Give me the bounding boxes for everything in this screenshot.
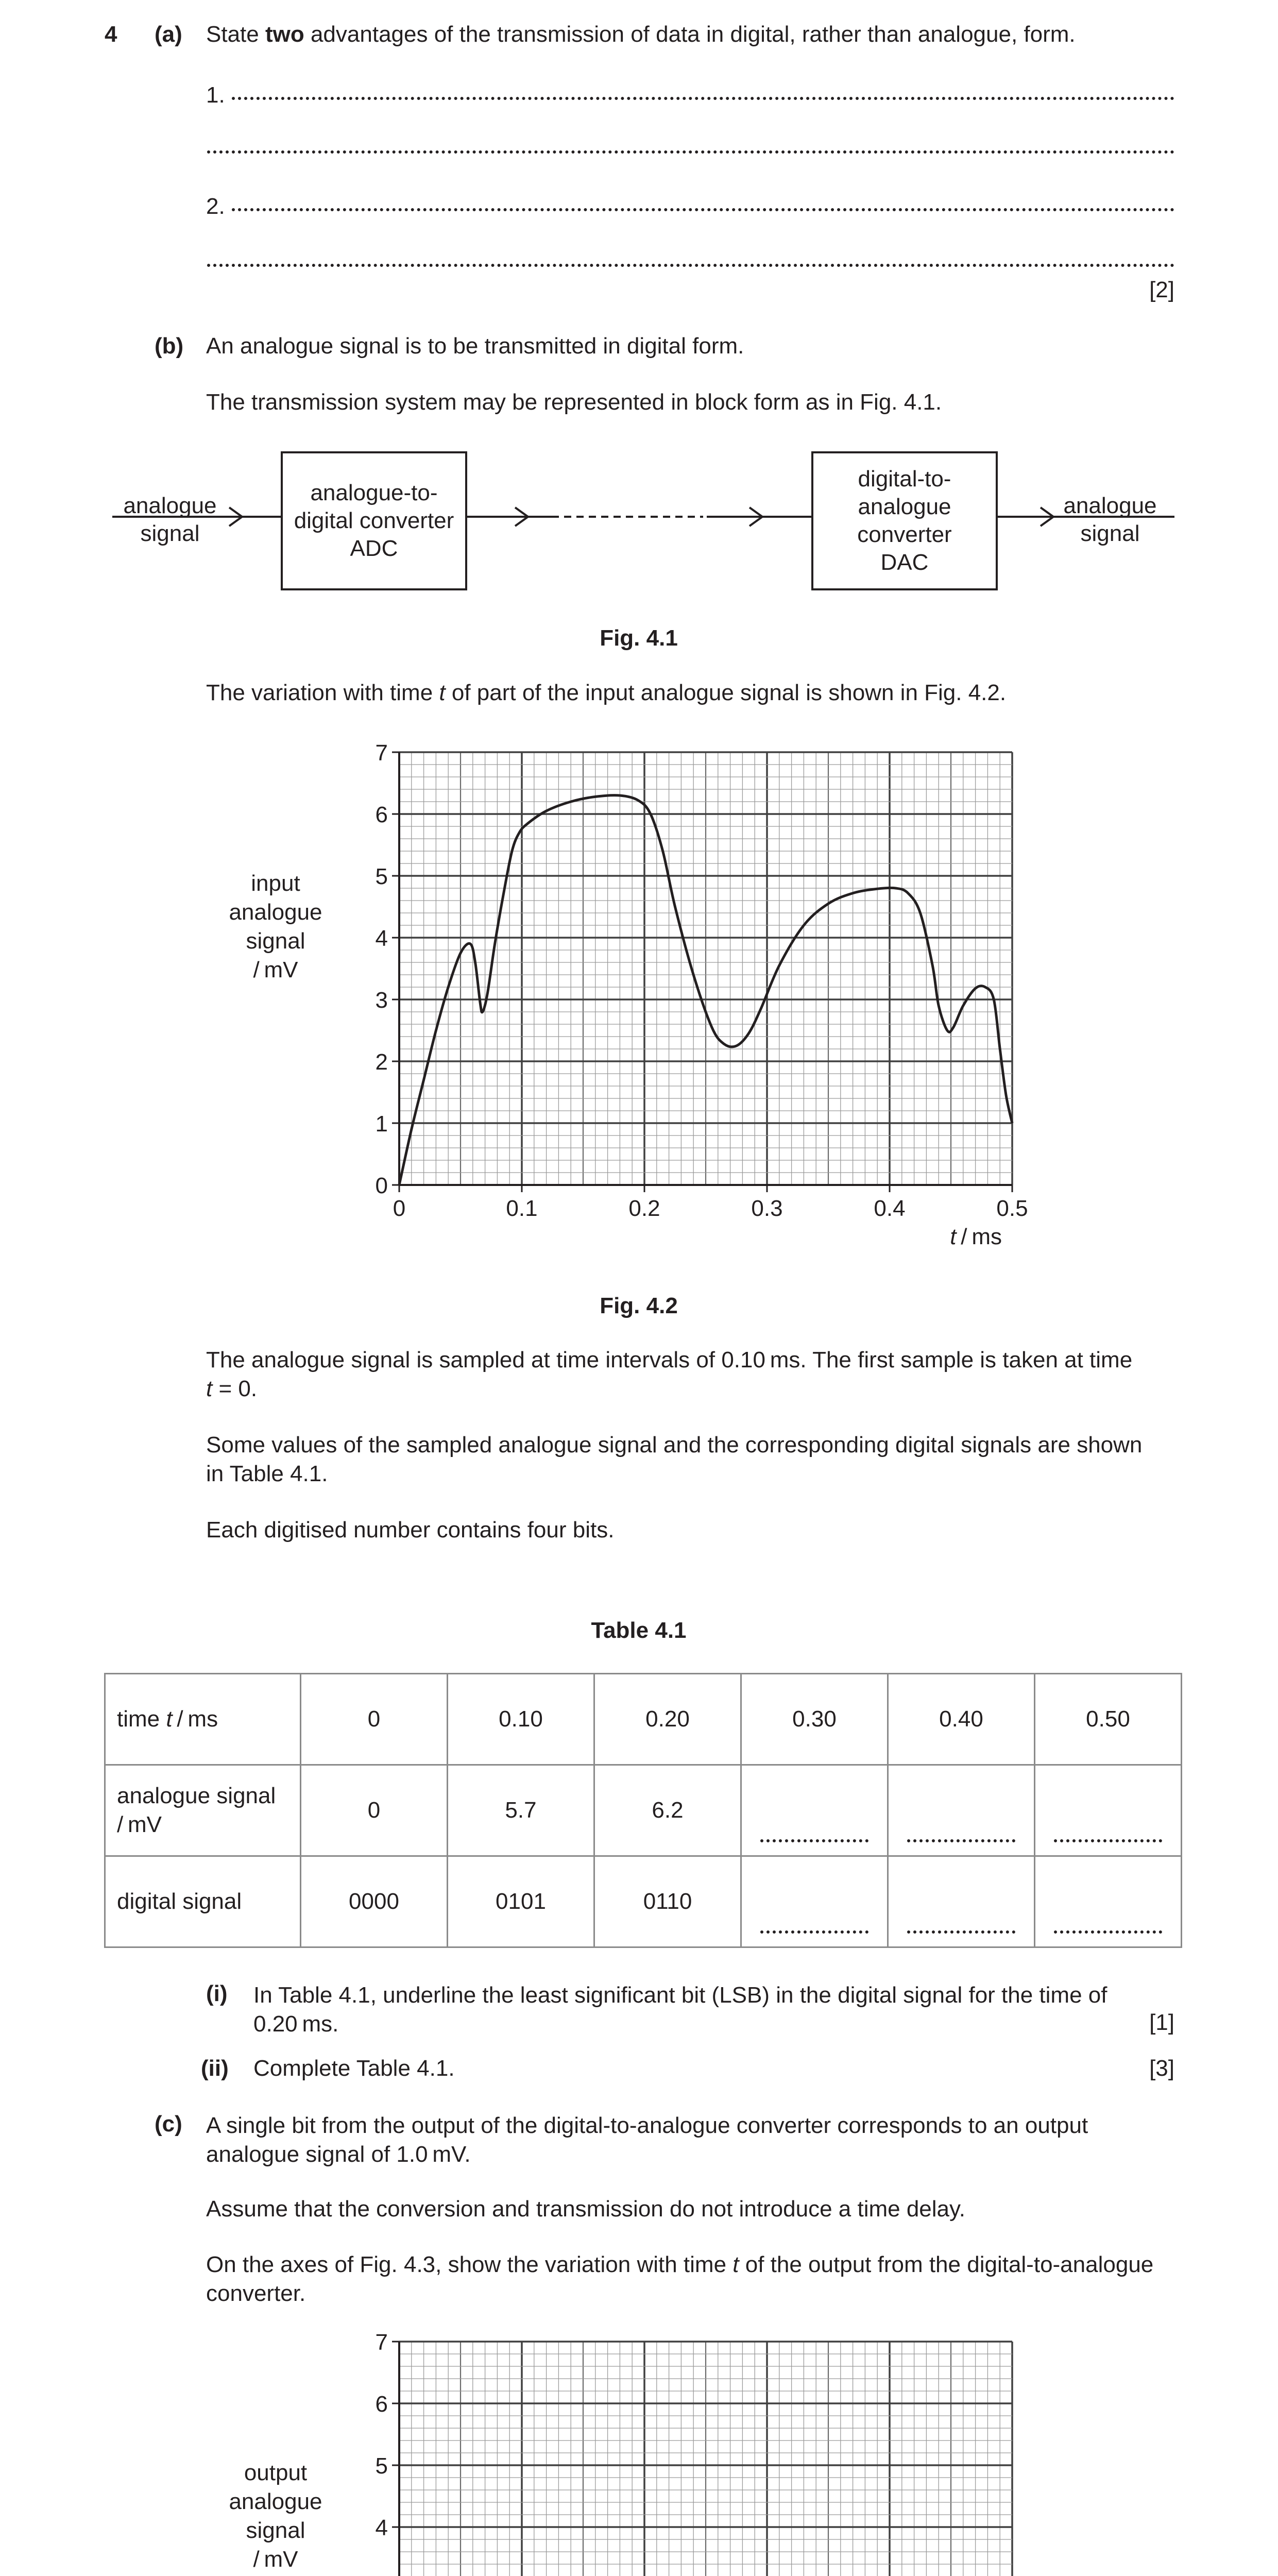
analogue-answer-cell[interactable] <box>1035 1765 1182 1856</box>
answer-line-1-number: 1. <box>206 82 227 108</box>
fig-4-1-caption: Fig. 4.1 <box>600 625 678 651</box>
fig43-y-label-line: / mV <box>253 2546 298 2572</box>
fig42-y-tick-label: 5 <box>375 864 388 889</box>
fig42-y-tick-label: 2 <box>375 1049 388 1075</box>
variation-text: The variation with time t of part of the input analogue signal is shown in Fig. 4.2. <box>206 680 1007 705</box>
table-4-1-caption: Table 4.1 <box>591 1618 687 1643</box>
analogue-answer-cell[interactable] <box>888 1765 1035 1856</box>
row-header-time: time t / ms <box>105 1674 301 1765</box>
fig42-y-axis-label <box>229 871 322 982</box>
part-b-i-marks: [1] <box>1149 2010 1174 2035</box>
fig43-y-tick-label: 5 <box>375 2453 388 2479</box>
fig43-y-axis-label <box>229 2460 322 2572</box>
fig-4-2-chart <box>227 737 1102 1247</box>
part-c-label: (c) <box>155 2111 182 2137</box>
time-cell: 0.20 <box>594 1674 741 1765</box>
answer-line-2[interactable] <box>206 194 1174 218</box>
fig42-x-tick-label: 0.3 <box>751 1196 783 1221</box>
table-row-analogue <box>105 1765 1182 1856</box>
fig42-y-label-line: analogue <box>229 899 322 925</box>
answer-line-2-number: 2. <box>206 194 227 219</box>
fig43-y-label-line: signal <box>246 2517 305 2543</box>
fig42-y-tick-label: 4 <box>375 926 388 951</box>
part-b-ii-label: (ii) <box>201 2056 229 2081</box>
fig42-y-tick-label: 7 <box>375 740 388 766</box>
part-b-ii-marks: [3] <box>1149 2056 1174 2081</box>
fig42-y-label-line: signal <box>246 928 305 954</box>
table-row-time <box>105 1674 1182 1765</box>
fig42-y-tick-label: 1 <box>375 1111 388 1137</box>
time-cell: 0.40 <box>888 1674 1035 1765</box>
question-number: 4 <box>105 22 117 47</box>
part-c-instruction: On the axes of Fig. 4.3, show the variation with time t of the output from the digital-to-analogue converter. <box>206 2252 1154 2306</box>
part-b-i-label: (i) <box>206 1981 228 2006</box>
answer-line-1[interactable] <box>206 82 1174 107</box>
sampled-text: The analogue signal is sampled at time intervals of 0.10 ms. The first sample is taken at time t = 0. <box>206 1347 1133 1401</box>
fig42-x-tick-label: 0.1 <box>506 1196 538 1221</box>
fig43-y-tick-label: 4 <box>375 2515 388 2540</box>
fig42-x-tick-label: 0.5 <box>996 1196 1028 1221</box>
fig42-x-tick-label: 0.4 <box>874 1196 906 1221</box>
fig43-grid <box>399 2342 1012 2576</box>
output-signal-label: analogue signal <box>1063 493 1157 546</box>
fig43-y-tick-label: 6 <box>375 2392 388 2417</box>
part-b-label: (b) <box>155 333 184 359</box>
fig42-y-label-line: input <box>251 870 300 896</box>
fig43-y-label-line: output <box>244 2460 308 2485</box>
part-a-label: (a) <box>155 22 182 47</box>
time-cell: 0 <box>301 1674 448 1765</box>
row-header-digital: digital signal <box>105 1856 301 1947</box>
part-c-assume: Assume that the conversion and transmission do not introduce a time delay. <box>206 2196 965 2222</box>
digital-answer-cell[interactable] <box>741 1856 888 1947</box>
time-cell: 0.30 <box>741 1674 888 1765</box>
digital-answer-cell[interactable] <box>1035 1856 1182 1947</box>
row-header-analogue: analogue signal / mV <box>105 1765 301 1856</box>
analogue-answer-cell[interactable] <box>741 1765 888 1856</box>
digital-cell: 0000 <box>301 1856 448 1947</box>
table-4-1 <box>104 1673 1182 1948</box>
part-b-intro2: The transmission system may be represented in block form as in Fig. 4.1. <box>206 389 942 415</box>
fig42-x-tick-label: 0.2 <box>628 1196 660 1221</box>
analogue-cell: 0 <box>301 1765 448 1856</box>
analogue-cell: 5.7 <box>448 1765 594 1856</box>
analogue-cell: 6.2 <box>594 1765 741 1856</box>
part-b-intro: An analogue signal is to be transmitted in digital form. <box>206 333 744 359</box>
four-bits-text: Each digitised number contains four bits. <box>206 1517 615 1543</box>
fig42-x-tick-label: 0 <box>393 1196 406 1221</box>
adc-block: analogue-to- digital converter ADC <box>281 451 467 590</box>
answer-line-2b[interactable] <box>207 253 1174 267</box>
fig42-y-label-line: / mV <box>253 957 298 982</box>
fig42-y-tick-label: 3 <box>375 988 388 1013</box>
fig42-y-tick-label: 6 <box>375 802 388 827</box>
fig42-x-axis-label: t / ms <box>950 1224 1002 1247</box>
digital-answer-cell[interactable] <box>888 1856 1035 1947</box>
input-signal-label: analogue signal <box>123 493 217 546</box>
part-b-ii-text: Complete Table 4.1. <box>253 2056 455 2081</box>
part-c-text: A single bit from the output of the digital-to-analogue converter corresponds to an output analogue signal of 1.0 mV. <box>206 2113 1088 2167</box>
table-row-digital <box>105 1856 1182 1947</box>
digital-cell: 0101 <box>448 1856 594 1947</box>
fig43-y-label-line: analogue <box>229 2488 322 2514</box>
dac-block: digital-to- analogue converter DAC <box>811 451 998 590</box>
fig43-y-tick-label: 7 <box>375 2330 388 2355</box>
part-b-i-text: In Table 4.1, underline the least significant bit (LSB) in the digital signal for the time of 0.20 ms. <box>253 1982 1107 2037</box>
answer-line-1b[interactable] <box>207 140 1174 154</box>
part-a-prompt: State two advantages of the transmission of data in digital, rather than analogue, form. <box>206 22 1076 47</box>
part-a-marks: [2] <box>1149 277 1174 302</box>
some-values-text: Some values of the sampled analogue signal and the corresponding digital signals are shown in Table 4.1. <box>206 1432 1143 1486</box>
fig-4-3-chart[interactable] <box>227 2326 1102 2576</box>
time-cell: 0.10 <box>448 1674 594 1765</box>
digital-cell: 0110 <box>594 1856 741 1947</box>
fig42-y-tick-label: 0 <box>375 1173 388 1198</box>
fig-4-2-caption: Fig. 4.2 <box>600 1293 678 1318</box>
time-cell: 0.50 <box>1035 1674 1182 1765</box>
